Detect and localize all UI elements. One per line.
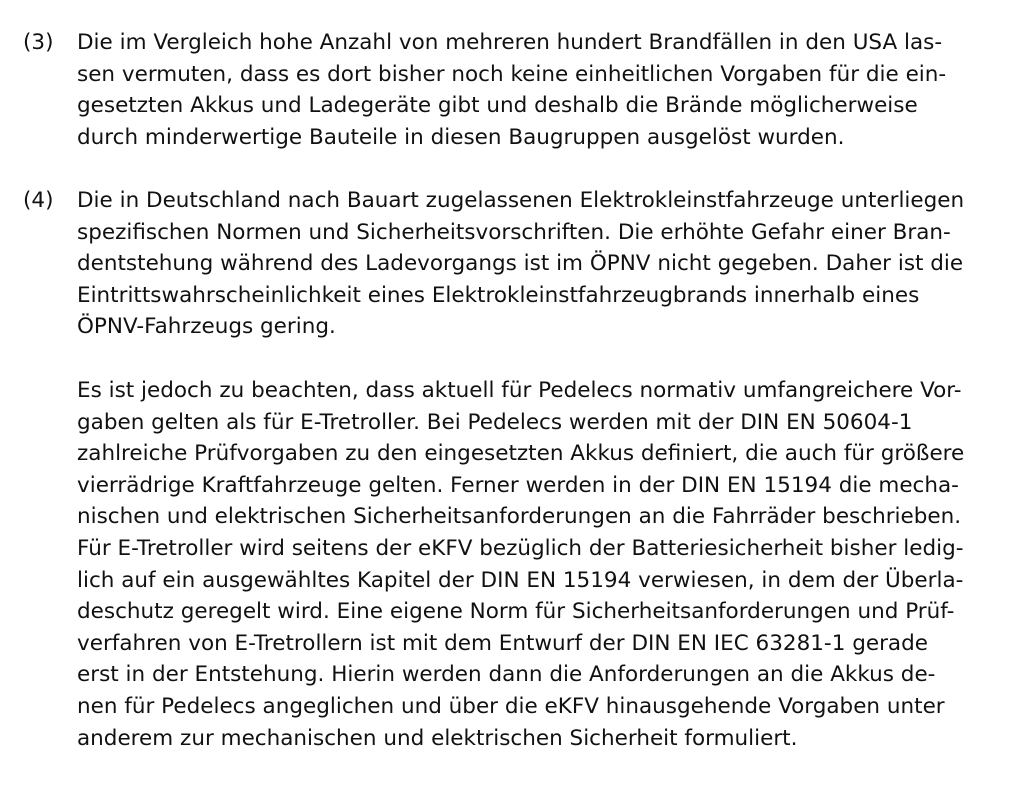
text-line: anderem zur mechanischen und elektrischen Sicherheit formuliert.	[77, 725, 798, 751]
text-line: vierrädrige Kraftfahrzeuge gelten. Ferner werden in der DIN EN 15194 die mecha-	[77, 472, 959, 498]
text-line: gesetzten Akkus und Ladegeräte gibt und deshalb die Brände möglicherweise	[77, 93, 918, 119]
text-line: Es ist jedoch zu beachten, dass aktuell für Pedelecs normativ umfangreichere Vor-	[77, 378, 962, 403]
text-line: deschutz geregelt wird. Eine eigene Norm für Sicherheitsanforderungen und Prüf-	[77, 599, 955, 625]
text-line: gaben gelten als für E-Tretroller. Bei Pedelecs werden mit der DIN EN 50604-1	[77, 409, 913, 435]
paragraph-number: (3)	[23, 30, 54, 55]
text-line: durch minderwertige Bauteile in diesen Baugruppen ausgelöst wurden.	[77, 124, 845, 150]
text-line: Die in Deutschland nach Bauart zugelassenen Elektrokleinstfahrzeuge unterliegen	[77, 188, 965, 213]
text-line: Die im Vergleich hohe Anzahl von mehreren hundert Brandfällen in den USA las-	[77, 30, 943, 55]
text-line: ÖPNV-Fahrzeugs gering.	[77, 314, 336, 340]
paragraph-number: (4)	[23, 188, 54, 213]
text-line: Eintrittswahrscheinlichkeit eines Elektrokleinstfahrzeugbrands innerhalb eines	[77, 282, 920, 308]
text-line: nischen und elektrischen Sicherheitsanforderungen an die Fahrräder beschrieben.	[77, 504, 962, 530]
text-line: nen für Pedelecs angeglichen und über die eKFV hinausgehende Vorgaben unter	[77, 694, 945, 719]
text-line: erst in der Entstehung. Hierin werden dann die Anforderungen an die Akkus de-	[77, 662, 936, 688]
text-line: dentstehung während des Ladevorgangs ist im ÖPNV nicht gegeben. Daher ist die	[77, 251, 964, 277]
text-line: sen vermuten, dass es dort bisher noch keine einheitlichen Vorgaben für die ein-	[77, 61, 947, 87]
text-line: Für E-Tretroller wird seitens der eKFV bezüglich der Batteriesicherheit bisher ledig-	[77, 536, 964, 561]
text-line: spezifischen Normen und Sicherheitsvorschriften. Die erhöhte Gefahr einer Bran-	[77, 219, 951, 245]
text-line: zahlreiche Prüfvorgaben zu den eingesetzten Akkus definiert, die auch für größere	[77, 441, 965, 467]
text-line: lich auf ein ausgewähltes Kapitel der DIN EN 15194 verwiesen, in dem der Überla-	[77, 567, 964, 593]
text-line: verfahren von E-Tretrollern ist mit dem Entwurf der DIN EN IEC 63281-1 gerade	[77, 630, 928, 656]
